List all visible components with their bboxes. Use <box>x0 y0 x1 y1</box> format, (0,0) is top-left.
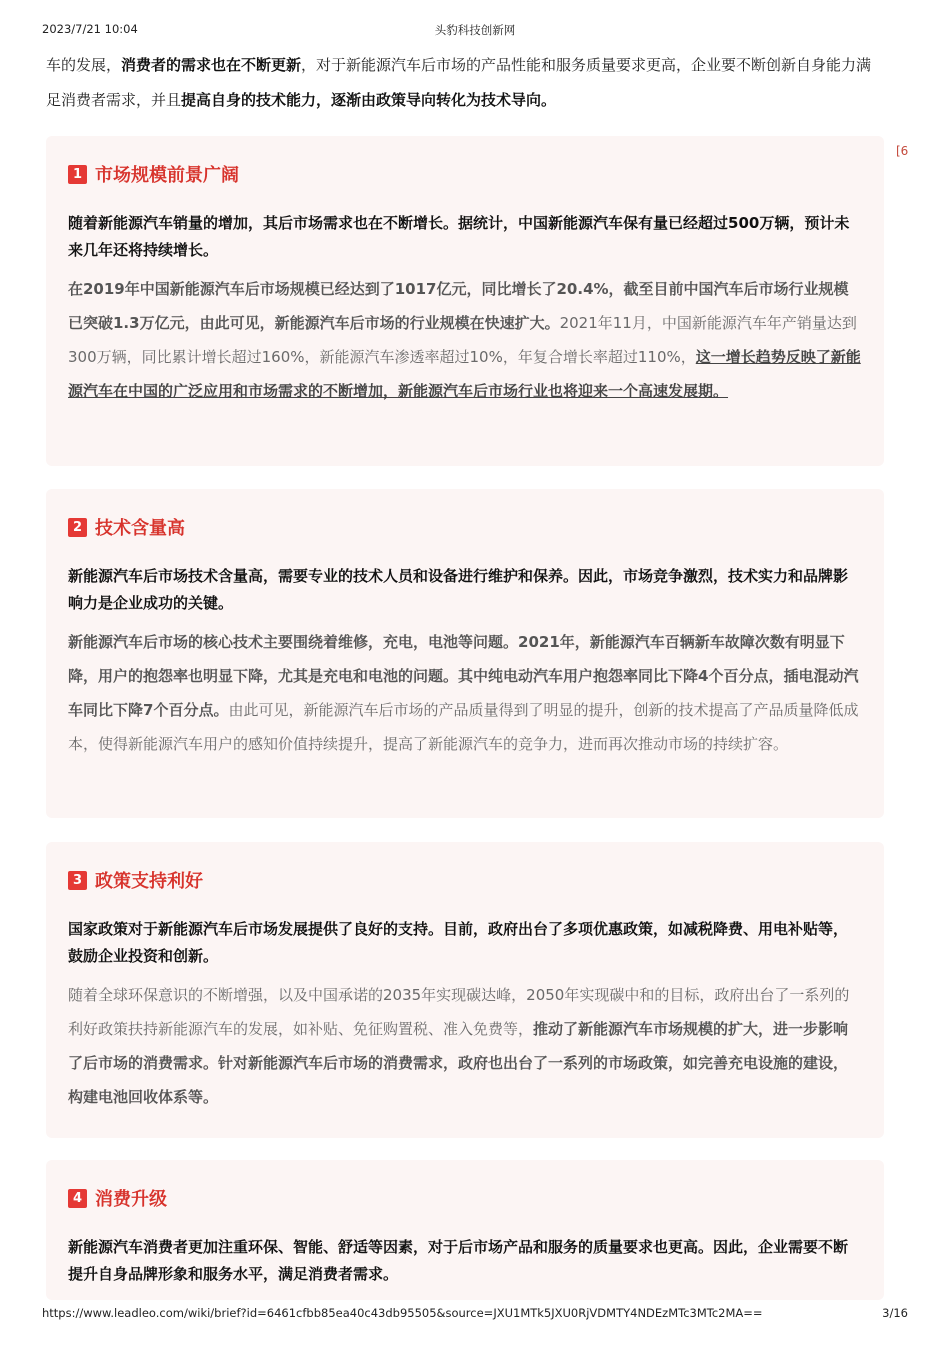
section-card-policy <box>46 842 884 1138</box>
intro-bold-1: 消费者的需求也在不断更新 <box>121 56 302 74</box>
section-title-row <box>68 868 862 892</box>
section-number-badge: 1 <box>68 165 87 184</box>
section-body <box>68 625 862 761</box>
section-title-row <box>68 515 862 539</box>
section-lead: 新能源汽车后市场技术含量高，需要专业的技术人员和设备进行维护和保养。因此，市场竞争激烈，技术实力和品牌影响力是企业成功的关键。 <box>68 567 849 612</box>
section-title: 政策支持利好 <box>95 871 203 892</box>
section-body <box>68 272 862 408</box>
section-lead: 新能源汽车消费者更加注重环保、智能、舒适等因素，对于后市场产品和服务的质量要求也更高。因此，企业需要不断提升自身品牌形象和服务水平，满足消费者需求。 <box>68 1238 849 1283</box>
section-title: 消费升级 <box>95 1189 167 1210</box>
header-date: 2023/7/21 10:04 <box>42 22 138 36</box>
body-underlined-text: 这一增长趋势反映了新能源汽车在中国的广泛应用和市场需求的不断增加，新能源汽车后市场行业也将迎来一个高速发展期。 <box>68 348 861 400</box>
footer-url: https://www.leadleo.com/wiki/brief?id=6461cfbb85ea40c43db95505&source=JXU1MTk5JXU0RjVDMTY4NDEzMTc3MTc2MA== <box>42 1306 763 1320</box>
section-lead: 国家政策对于新能源汽车后市场发展提供了良好的支持。目前，政府出台了多项优惠政策，如减税降费、用电补贴等，鼓励企业投资和创新。 <box>68 920 849 965</box>
section-body <box>68 978 862 1114</box>
intro-bold-2: 提高自身的技术能力，逐渐由政策导向转化为技术导向。 <box>181 91 557 109</box>
section-card-consumption-upgrade <box>46 1160 884 1300</box>
intro-text-2: ，对于新能源汽车后市场的产品性能和服务质量要求更高，企业要不断创新自身能力满足消费者需求，并且 <box>46 56 872 109</box>
body-bold-text: 新能源汽车后市场的核心技术主要围绕着维修，充电，电池等问题。2021年，新能源汽车百辆新车故障次数有明显下降，用户的抱怨率也明显下降，尤其是充电和电池的问题。其中纯电动汽车用户抱怨率同比下降4个百分点，插电混动汽车同比下降7个百分点。 <box>68 633 859 719</box>
body-bold-text: 在2019年中国新能源汽车后市场规模已经达到了1017亿元，同比增长了20.4%，截至目前中国汽车后市场行业规模已突破1.3万亿元，由此可见，新能源汽车后市场的行业规模在快速扩大。 <box>68 280 849 332</box>
section-card-market-size <box>46 136 884 466</box>
section-number-badge: 3 <box>68 871 87 890</box>
intro-text-1: 车的发展， <box>46 56 122 74</box>
section-title: 市场规模前景广阔 <box>95 165 239 186</box>
body-bold-text: 推动了新能源汽车市场规模的扩大，进一步影响了后市场的消费需求。针对新能源汽车后市场的消费需求，政府也出台了一系列的市场政策，如完善充电设施的建设，构建电池回收体系等。 <box>68 1020 849 1106</box>
section-number-badge: 4 <box>68 1189 87 1208</box>
section-title-row <box>68 162 862 186</box>
section-number-badge: 2 <box>68 518 87 537</box>
section-card-technology <box>46 489 884 818</box>
intro-paragraph <box>46 48 886 118</box>
body-text: 随着全球环保意识的不断增强，以及中国承诺的2035年实现碳达峰，2050年实现碳中和的目标，政府出台了一系列的利好政策扶持新能源汽车的发展，如补贴、免征购置税、准入免费等， <box>68 986 850 1038</box>
side-reference-marker[interactable]: [6 <box>896 144 909 158</box>
section-title-row <box>68 1186 862 1210</box>
body-text: 2021年11月，中国新能源汽车年产销量达到300万辆，同比累计增长超过160%，新能源汽车渗透率超过10%，年复合增长率超过110%， <box>68 314 857 366</box>
section-lead: 随着新能源汽车销量的增加，其后市场需求也在不断增长。据统计，中国新能源汽车保有量已经超过500万辆，预计未来几年还将持续增长。 <box>68 214 850 259</box>
body-text: 由此可见，新能源汽车后市场的产品质量得到了明显的提升，创新的技术提高了产品质量降低成本，使得新能源汽车用户的感知价值持续提升，提高了新能源汽车的竞争力，进而再次推动市场的持续扩容。 <box>68 701 859 753</box>
header-site-title: 头豹科技创新网 <box>434 23 516 37</box>
section-title: 技术含量高 <box>95 518 185 539</box>
footer-page-number: 3/16 <box>882 1306 908 1320</box>
